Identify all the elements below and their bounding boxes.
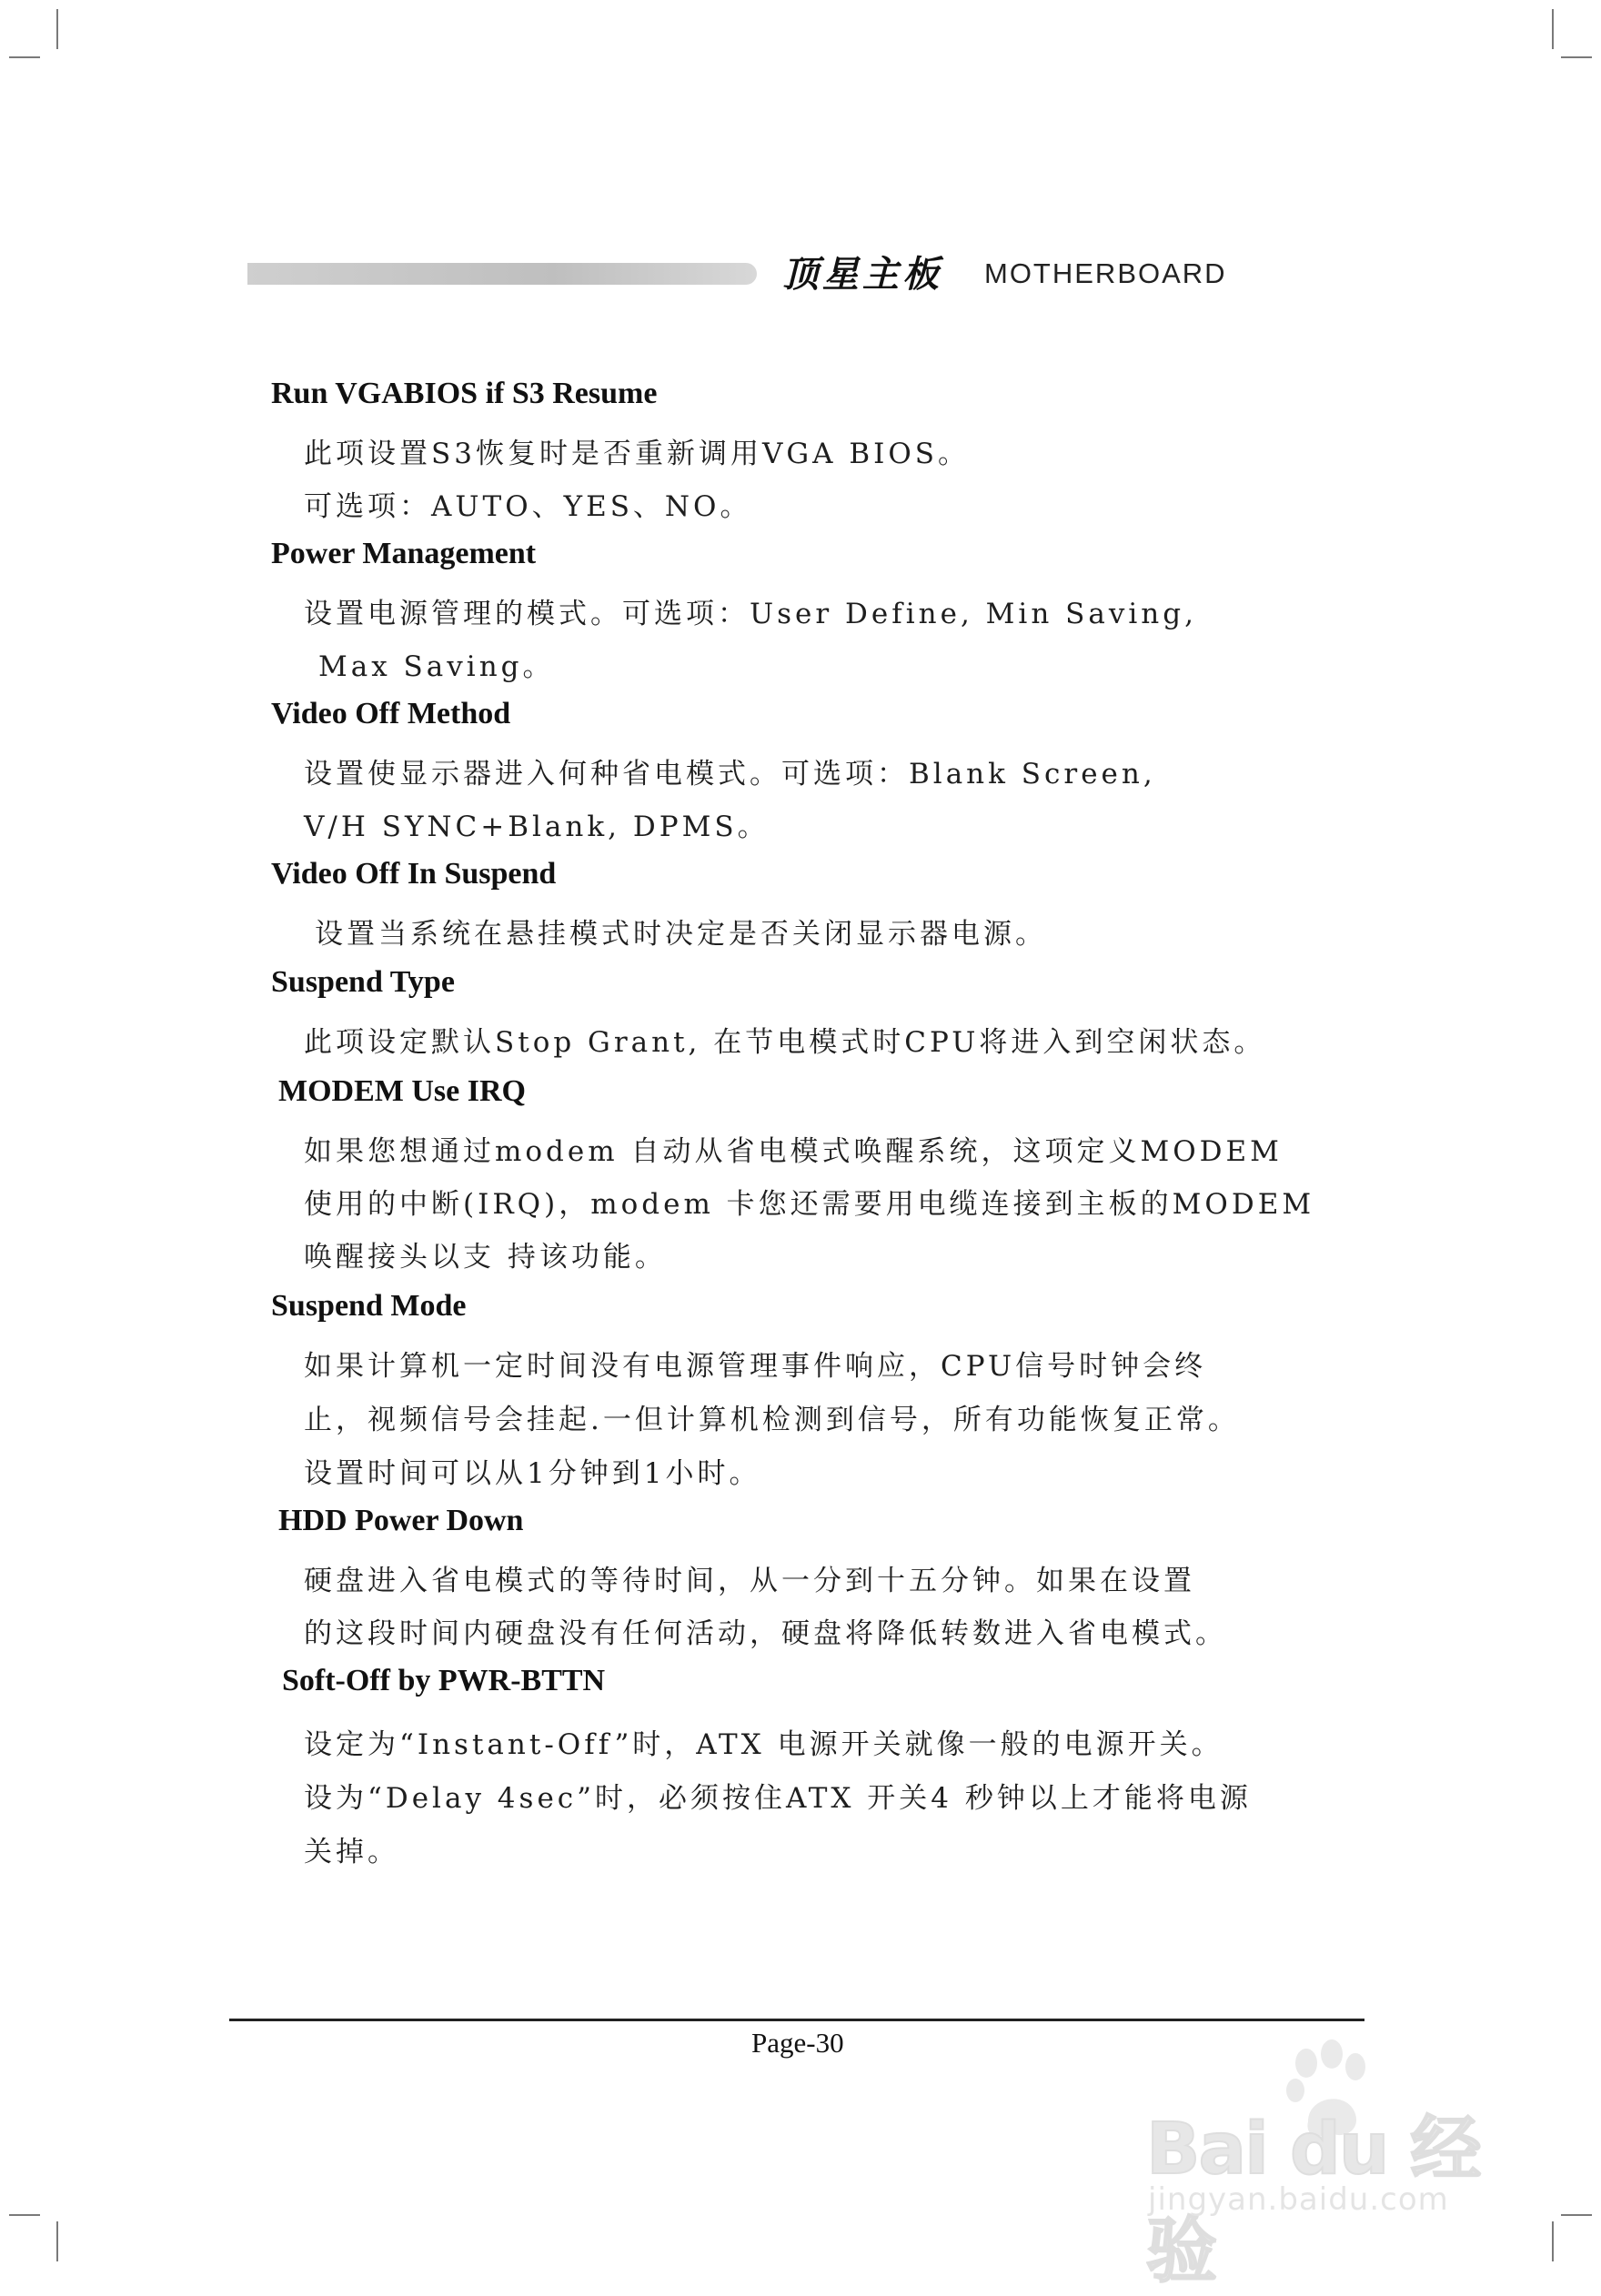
footer-rule [229, 2019, 1364, 2021]
section-text: V/H SYNC+Blank, DPMS。 [304, 811, 770, 843]
section-text: 唤醒接头以支 持该功能。 [304, 1241, 667, 1274]
brand-title-chinese: 顶星主板 [782, 254, 942, 296]
section-title: Video Off Method [271, 697, 511, 730]
section-text: 设置当系统在悬挂模式时决定是否关闭显示器电源。 [315, 918, 1047, 951]
section-title: Soft-Off by PWR-BTTN [282, 1664, 606, 1697]
section-text: 止，视频信号会挂起.一但计算机检测到信号，所有功能恢复正常。 [304, 1404, 1240, 1436]
section-text: Max Saving。 [318, 650, 555, 683]
section-title: HDD Power Down [278, 1504, 524, 1537]
section-text: 如果计算机一定时间没有电源管理事件响应，CPU信号时钟会终 [304, 1350, 1207, 1383]
watermark-brand: Bai du 经验 [1146, 2109, 1480, 2292]
page-number: Page-30 [751, 2027, 844, 2059]
section-text: 设定为“Instant-Off”时，ATX 电源开关就像一般的电源开关。 [304, 1728, 1223, 1761]
section-text: 设置电源管理的模式。可选项：User Define, Min Saving, [304, 598, 1197, 630]
section-text: 设为“Delay 4sec”时，必须按住ATX 开关4 秒钟以上才能将电源 [304, 1782, 1252, 1815]
section-text: 的这段时间内硬盘没有任何活动，硬盘将降低转数进入省电模式。 [304, 1617, 1227, 1650]
section-title: Video Off In Suspend [271, 857, 557, 891]
brand-title-english: MOTHERBOARD [984, 257, 1227, 289]
section-title: Power Management [271, 537, 537, 570]
section-text: 关掉。 [304, 1836, 399, 1868]
section-text: 如果您想通过modem 自动从省电模式唤醒系统，这项定义MODEM [304, 1135, 1283, 1168]
section-text: 设置时间可以从1分钟到1小时。 [304, 1457, 761, 1490]
watermark-url: jingyan.baidu.com [1148, 2181, 1449, 2218]
section-title: Run VGABIOS if S3 Resume [271, 377, 658, 410]
section-text: 使用的中断(IRQ)，modem 卡您还需要用电缆连接到主板的MODEM [304, 1188, 1315, 1221]
section-text: 可选项：AUTO、YES、NO。 [304, 490, 752, 523]
section-text: 此项设置S3恢复时是否重新调用VGA BIOS。 [304, 438, 971, 470]
section-title: MODEM Use IRQ [278, 1074, 526, 1108]
section-title: Suspend Type [271, 965, 455, 999]
section-text: 设置使显示器进入何种省电模式。可选项：Blank Screen, [304, 758, 1156, 791]
section-title: Suspend Mode [271, 1289, 467, 1323]
section-text: 此项设定默认Stop Grant, 在节电模式时CPU将进入到空闲状态。 [304, 1026, 1266, 1059]
section-text: 硬盘进入省电模式的等待时间，从一分到十五分钟。如果在设置 [304, 1565, 1195, 1597]
baidu-watermark [1137, 2038, 1528, 2292]
